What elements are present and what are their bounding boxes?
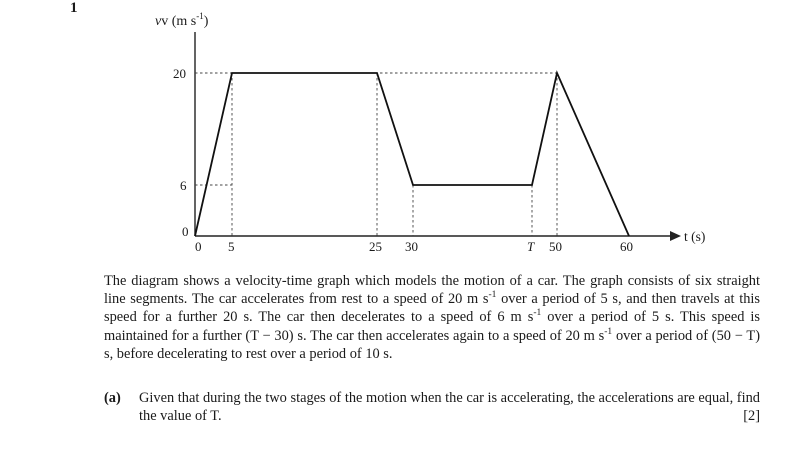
x-tick-25: 25 [369,239,382,254]
y-tick-20: 20 [173,66,186,81]
y-tick-0: 0 [182,224,189,239]
y-tick-6: 6 [180,178,187,193]
x-tick-5: 5 [228,239,235,254]
question-description: The diagram shows a velocity-time graph which models the motion of a car. The graph consists of six straight line segments. The car accelerates from rest to a speed of 20 m $s^{-1}$ over a period of 5 s, and then travels at this speed for a further 20 s. The car then decelerates to a speed of 6 m $s^{-1}$ over a period of 5 s. This speed is maintained for a further (T − 30) s. The car then accelerates again to a speed of 20 m $s^{-1}$ over a period of (50 − T) s, before decelerating to rest over a period of 10 s. [104,273,761,362]
x-axis-label: t (s) [684,229,706,244]
y-axis-label: vv (m $s^{-1}$) [155,11,209,29]
question-part-a [104,389,760,425]
x-axis-arrow [670,231,681,241]
velocity-line [195,73,629,236]
marks-badge: [2] [743,408,760,425]
x-tick-60: 60 [620,239,633,254]
x-tick-50: 50 [549,239,562,254]
x-tick-30: 30 [405,239,418,254]
part-label: (a) [104,390,121,406]
dashed-guides [195,73,557,236]
question-number: 1 [70,0,78,16]
x-tick-T: T [527,239,535,254]
part-text: Given that during the two stages of the motion when the car is accelerating, the accelerations are equal, find the value of T. [139,390,760,425]
x-tick-0: 0 [195,239,202,254]
